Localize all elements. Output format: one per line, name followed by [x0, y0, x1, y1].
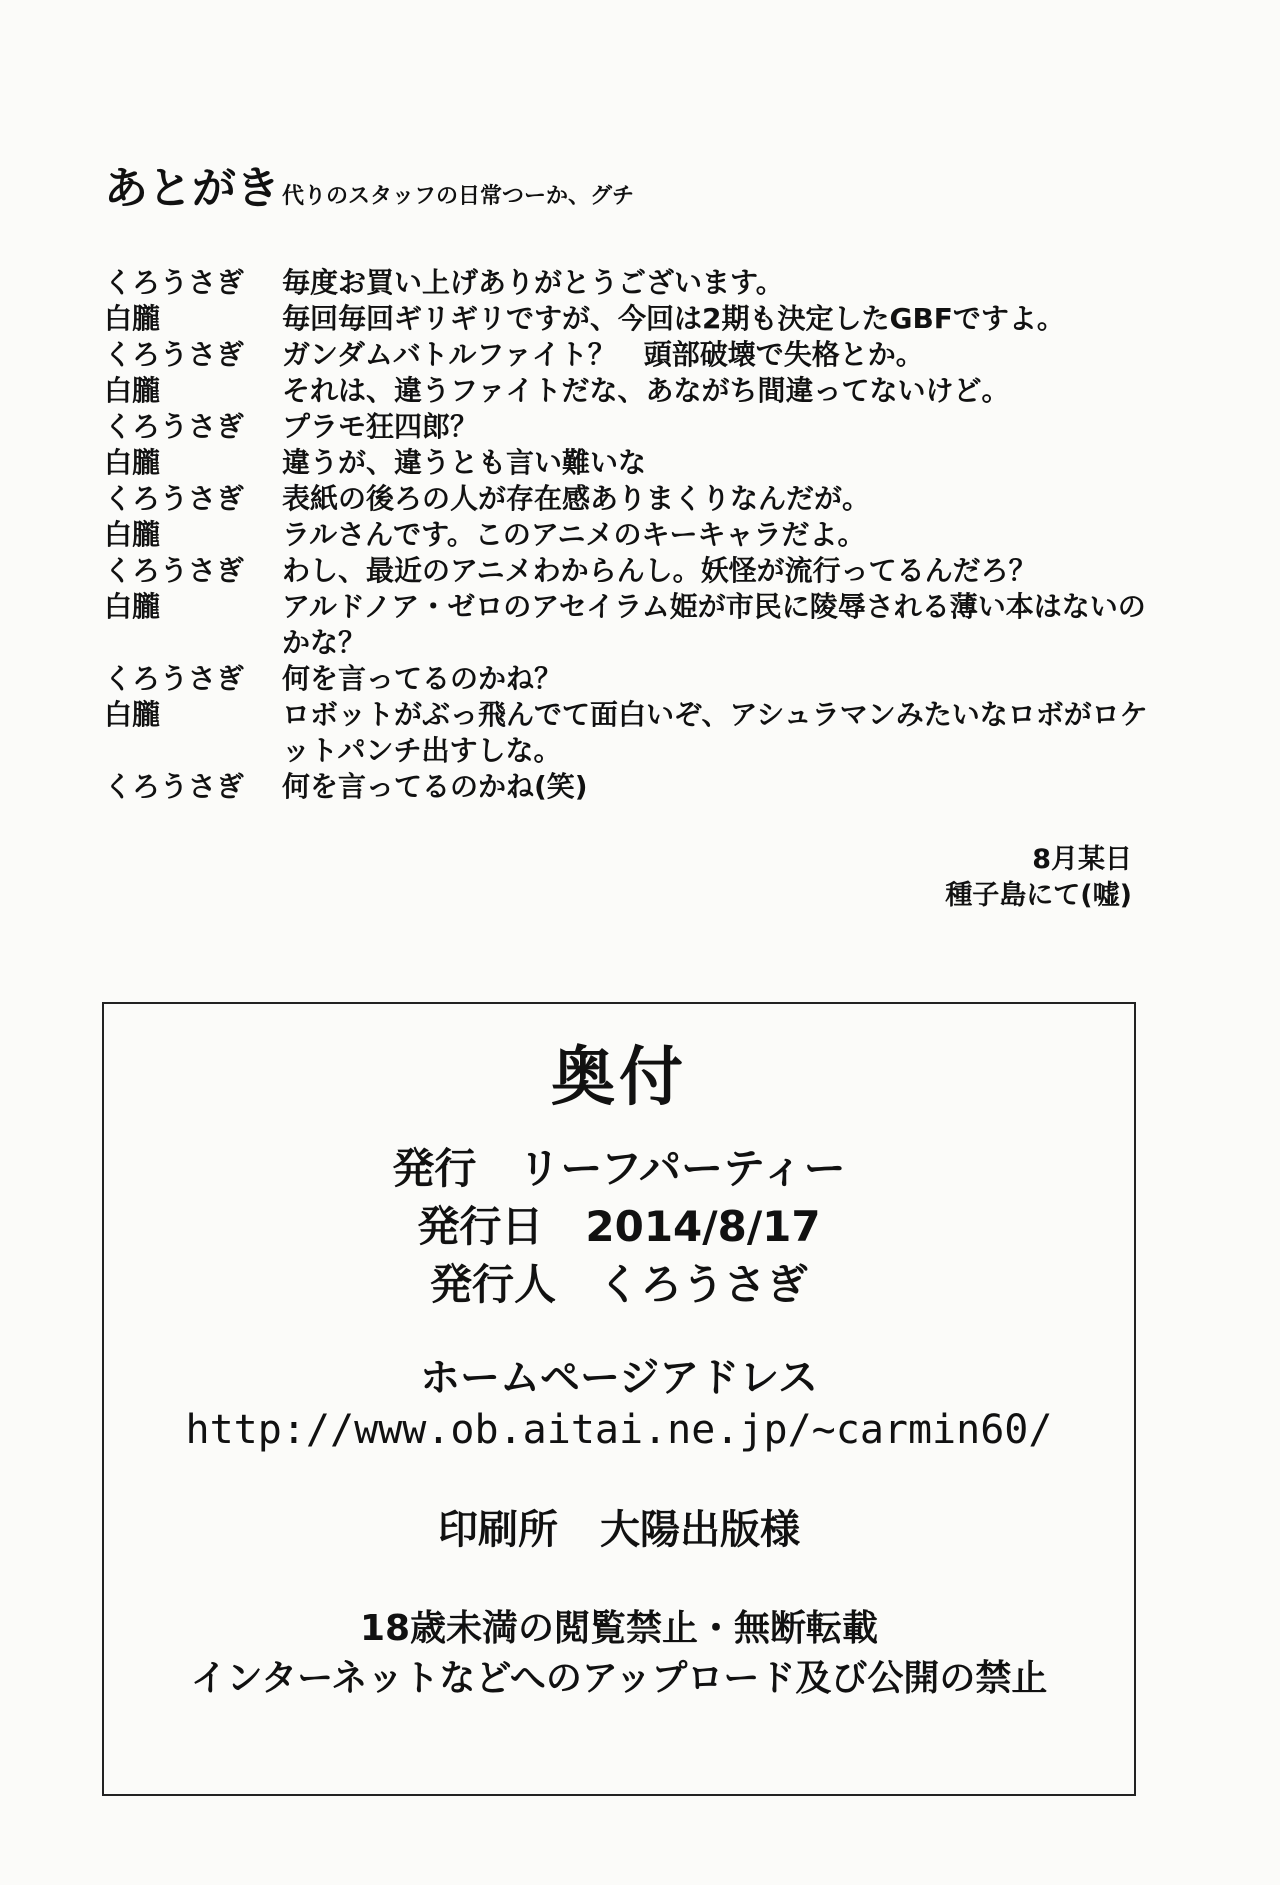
publication-info — [104, 1140, 1134, 1314]
dialogue-text: 毎度お買い上げありがとうございます。 — [282, 266, 784, 299]
dialogue-line — [104, 589, 1154, 661]
dialogue-text: それは、違うファイトだな、あながち間違ってないけど。 — [282, 374, 1010, 407]
dialogue-text: アルドノア・ゼロのアセイラム姫が市民に陵辱される薄い本はないのかな？ — [282, 590, 1146, 659]
afterword-subtitle: 代りのスタッフの日常つーか、グチ — [282, 184, 635, 209]
publisher-value: リーフパーティー — [518, 1144, 846, 1193]
colophon-box — [102, 1002, 1136, 1796]
printer-value: 大陽出版様 — [600, 1507, 800, 1553]
dialogue — [104, 265, 1154, 805]
dialogue-line — [104, 373, 1154, 409]
signature-date: 8月某日 — [1032, 844, 1132, 875]
dialogue-text: ガンダムバトルファイト？ 頭部破壊で失格とか。 — [282, 338, 924, 371]
dialogue-line — [104, 769, 1154, 805]
dialogue-text: 表紙の後ろの人が存在感ありまくりなんだが。 — [282, 482, 871, 515]
dialogue-line — [104, 409, 1154, 445]
dialogue-speaker: くろうさぎ — [104, 266, 245, 299]
dialogue-line — [104, 517, 1154, 553]
dialogue-line — [104, 265, 1154, 301]
issuer-row — [104, 1256, 1134, 1314]
dialogue-speaker: くろうさぎ — [104, 338, 245, 371]
colophon-title: 奥付 — [551, 1041, 687, 1115]
dialogue-speaker: くろうさぎ — [104, 410, 245, 443]
dialogue-text: 毎回毎回ギリギリですが、今回は2期も決定したGBFですよ。 — [282, 302, 1065, 335]
afterword-heading — [104, 152, 634, 216]
dialogue-text: ラルさんです。このアニメのキーキャラだよ。 — [282, 518, 866, 551]
issuer-value: くろうさぎ — [598, 1260, 809, 1309]
homepage-url: http://www.ob.aitai.ne.jp/~carmin60/ — [185, 1407, 1053, 1453]
signature-place: 種子島にて(嘘) — [945, 880, 1132, 911]
publisher-label: 発行 — [392, 1144, 477, 1193]
dialogue-text: わし、最近のアニメわからんし。妖怪が流行ってるんだろ？ — [282, 554, 1037, 587]
printer-row — [104, 1504, 1134, 1556]
notice-line-2: インターネットなどへのアップロード及び公開の禁止 — [190, 1658, 1048, 1699]
date-row — [104, 1198, 1134, 1256]
notice — [104, 1604, 1134, 1704]
dialogue-text: 何を言ってるのかね？ — [282, 662, 563, 695]
dialogue-text: ロボットがぶっ飛んでて面白いぞ、アシュラマンみたいなロボがロケットパンチ出すしな。 — [282, 698, 1148, 767]
dialogue-text: 何を言ってるのかね(笑) — [282, 770, 588, 803]
dialogue-text: プラモ狂四郎？ — [282, 410, 479, 443]
dialogue-speaker: 白朧 — [104, 698, 161, 731]
date-value: 2014/8/17 — [585, 1202, 821, 1251]
dialogue-text: 違うが、違うとも言い難いな — [282, 446, 647, 479]
date-label: 発行日 — [417, 1202, 544, 1251]
dialogue-line — [104, 697, 1154, 769]
publisher-row — [104, 1140, 1134, 1198]
homepage-label: ホームページアドレス — [420, 1355, 818, 1401]
printer-label: 印刷所 — [438, 1507, 558, 1553]
dialogue-line — [104, 301, 1154, 337]
dialogue-line — [104, 661, 1154, 697]
dialogue-speaker: くろうさぎ — [104, 554, 245, 587]
dialogue-speaker: 白朧 — [104, 518, 161, 551]
dialogue-speaker: くろうさぎ — [104, 770, 245, 803]
signature — [945, 842, 1132, 914]
dialogue-line — [104, 445, 1154, 481]
dialogue-speaker: くろうさぎ — [104, 662, 245, 695]
dialogue-line — [104, 553, 1154, 589]
dialogue-speaker: くろうさぎ — [104, 482, 245, 515]
notice-line-1: 18歳未満の閲覧禁止・無断転載 — [359, 1608, 879, 1649]
afterword-title: あとがき — [104, 163, 280, 214]
dialogue-speaker: 白朧 — [104, 374, 161, 407]
dialogue-speaker: 白朧 — [104, 302, 161, 335]
dialogue-line — [104, 481, 1154, 517]
dialogue-line — [104, 337, 1154, 373]
dialogue-speaker: 白朧 — [104, 446, 161, 479]
dialogue-speaker: 白朧 — [104, 590, 161, 623]
issuer-label: 発行人 — [429, 1260, 556, 1309]
